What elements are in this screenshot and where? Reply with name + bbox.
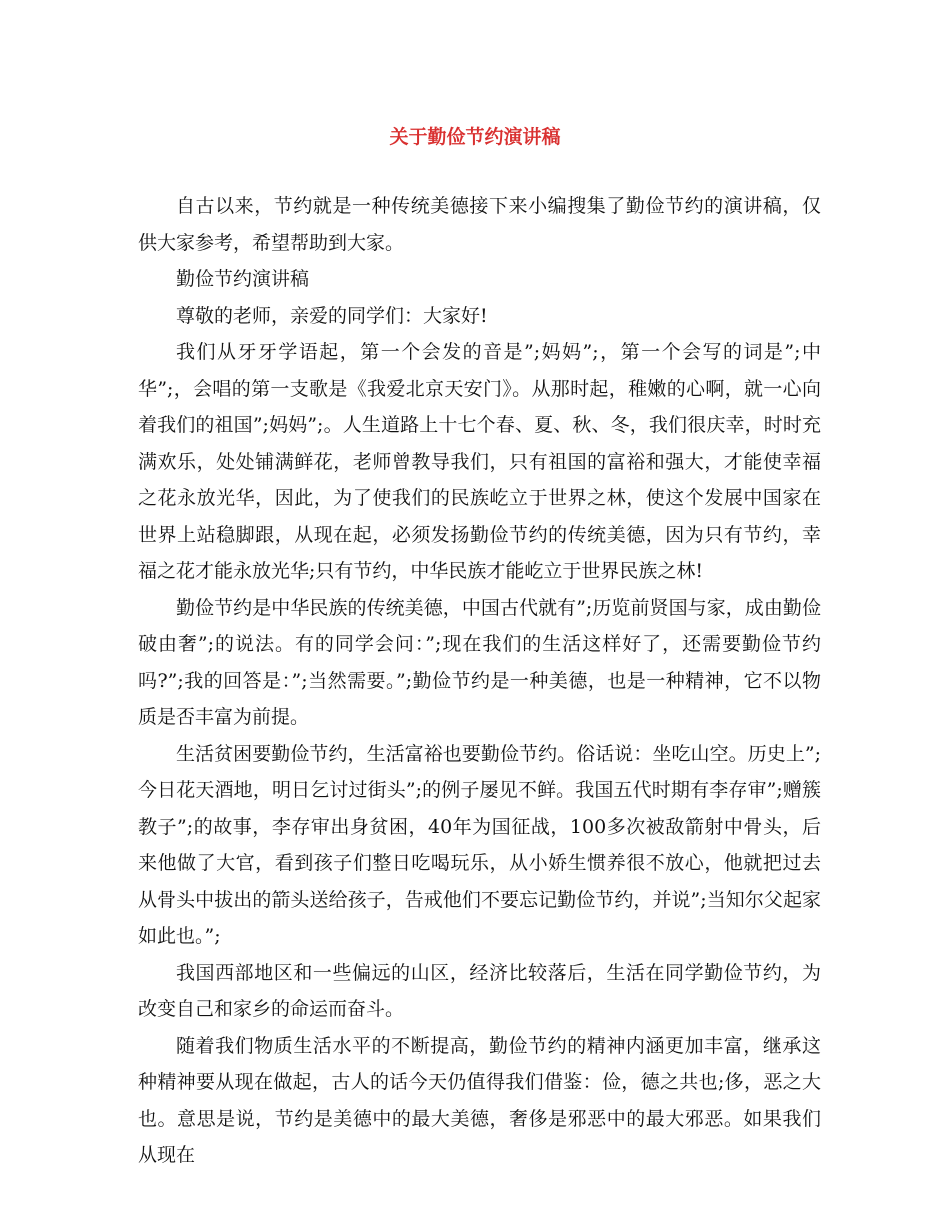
paragraph-western-regions: 我国西部地区和一些偏远的山区，经济比较落后，生活在同学勤俭节约，为改变自己和家乡的命运而奋斗。 <box>138 961 821 1020</box>
page-title: 关于勤俭节约演讲稿 <box>389 126 561 148</box>
paragraph-greeting: 尊敬的老师，亲爱的同学们：大家好! <box>176 304 488 327</box>
paragraph-intro: 自古以来，节约就是一种传统美德接下来小编搜集了勤俭节约的演讲稿，仅供大家参考，希望帮助到大家。 <box>138 195 821 254</box>
document-body <box>138 188 821 1174</box>
paragraph-history: 生活贫困要勤俭节约，生活富裕也要勤俭节约。俗话说：坐吃山空。历史上”;今日花天酒地，明日乞讨过街头”;的例子屡见不鲜。我国五代时期有李存审”;赠簇教子”;的故事，李存审出身贫困，40年为国征战，100多次被敌箭射中骨头，后来他做了大官，看到孩子们整日吃喝玩乐，从小娇生惯养很不放心，他就把过去从骨头中拔出的箭头送给孩子，告戒他们不要忘记勤俭节约，并说”;当知尔父起家如此也。”; <box>138 742 821 947</box>
paragraph-motherland: 我们从牙牙学语起，第一个会发的音是”;妈妈”;，第一个会写的词是”;中华”;，会唱的第一支歌是《我爱北京天安门》。从那时起，稚嫩的心啊，就一心向着我们的祖国”;妈妈”;。人生道路上十七个春、夏、秋、冬，我们很庆幸，时时充满欢乐，处处铺满鲜花，老师曾教导我们，只有祖国的富裕和强大，才能使幸福之花永放光华，因此，为了使我们的民族屹立于世界之林，使这个发展中国家在世界上站稳脚跟，从现在起，必须发扬勤俭节约的传统美德，因为只有节约，幸福之花才能永放光华;只有节约，中华民族才能屹立于世界民族之林! <box>138 341 821 582</box>
paragraph-subheading: 勤俭节约演讲稿 <box>176 268 310 290</box>
paragraph-inheritance: 随着我们物质生活水平的不断提高，勤俭节约的精神内涵更加丰富，继承这种精神要从现在做起，古人的话今天仍值得我们借鉴：俭，德之共也;侈，恶之大也。意思是说，节约是美德中的最大美德，奢侈是邪恶中的最大邪恶。如果我们从现在 <box>138 1034 821 1166</box>
paragraph-tradition: 勤俭节约是中华民族的传统美德，中国古代就有”;历览前贤国与家，成由勤俭破由奢”;的说法。有的同学会问：”;现在我们的生活这样好了，还需要勤俭节约吗?”;我的回答是：”;当然需要。”;勤俭节约是一种美德，也是一种精神，它不以物质是否丰富为前提。 <box>138 596 821 728</box>
